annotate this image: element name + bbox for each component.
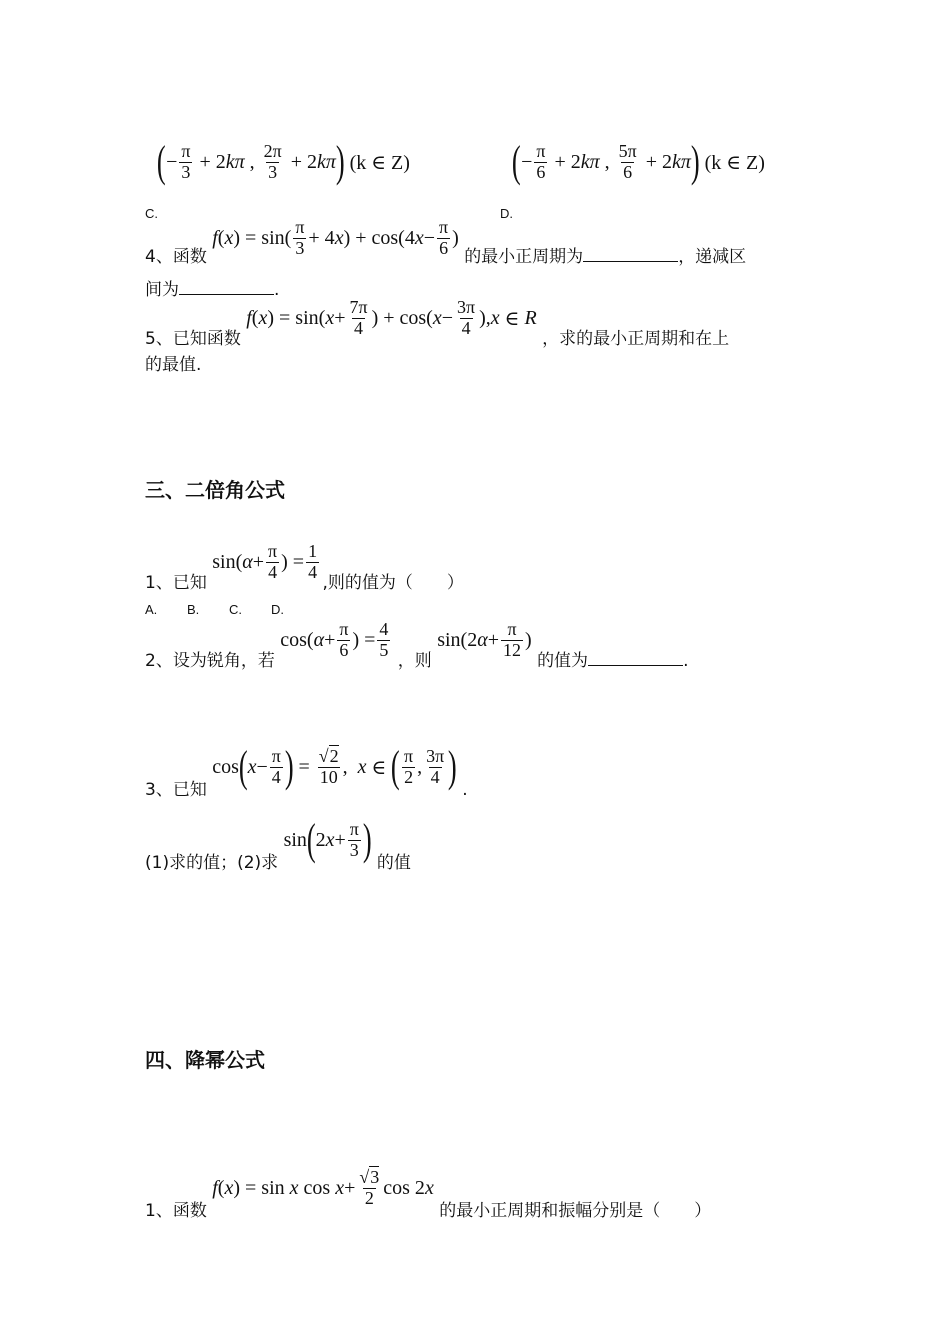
option-d-suffix: (k ∈ Z) [704, 151, 765, 174]
q5-prefix: 5、已知函数 [145, 328, 241, 349]
option-c-label: C. [145, 206, 158, 221]
q5-formula: f ( x ) = sin( x + $\frac{7\pi}{4}$ ) + cos( x − $\frac{3\pi}{4}$ ), x ∈ R [246, 297, 537, 338]
option-c-formula: ( − $\frac{\pi}{3}$ + 2 kπ , $\frac{2\pi}{3}$ + 2 kπ ) (k ∈ Z) [157, 137, 410, 186]
s3q1-option-b[interactable]: B. [187, 602, 200, 617]
s4-question-1 [145, 1167, 712, 1221]
s4q1-after: 的最小正周期和振幅分别是（ ） [439, 1200, 712, 1221]
s3-question-3-parts [145, 815, 411, 873]
s3q3b-after: 的值 [376, 852, 411, 873]
q4-end: . [274, 280, 280, 300]
s3-question-1 [145, 541, 464, 593]
question-5-line2 [145, 350, 201, 375]
s3q1-option-a[interactable]: A. [145, 602, 158, 617]
option-d-label: D. [500, 206, 513, 221]
s3q2-prefix: 2、设为锐角，若 [145, 650, 275, 671]
q5-after: ，求的最小正周期和在上 [542, 328, 730, 349]
s3q1-option-d[interactable]: D. [271, 602, 284, 617]
question-5 [145, 297, 730, 349]
s3q1-after: ,则的值为（ ） [322, 572, 464, 593]
q4-mid: 的最小正周期为 [464, 246, 584, 267]
s3-question-2 [145, 619, 689, 671]
s4q1-formula: f ( x ) = sin x cos x + $\frac{√3}{2}$ cos 2 x [212, 1167, 434, 1208]
s3-question-3 [145, 742, 468, 800]
q4-formula: f ( x ) = sin( $\frac{\pi}{3}$ + 4 x ) + cos(4 x − $\frac{\pi}{6}$ ) [212, 217, 459, 258]
s3q3b-prefix: (1)求的值；(2)求 [145, 852, 279, 873]
option-c [145, 137, 416, 221]
q4-blank-interval[interactable] [179, 280, 274, 295]
s3q2-blank[interactable] [588, 651, 683, 666]
s3q1-options [145, 602, 313, 617]
s3q3-formula: cos ( x − $\frac{\pi}{4}$ ) = $\frac{√2}{10}$ , x ∈ ( $\frac{\pi}{2}$ , $\frac{3\pi}{4}$ ) [212, 742, 457, 791]
q5-line2: 的最值. [145, 355, 202, 375]
section-4-heading: 四、降幂公式 [145, 1048, 265, 1072]
s3q1-prefix: 1、已知 [145, 572, 207, 593]
q4-blank-period[interactable] [583, 247, 678, 262]
s3q3-prefix: 3、已知 [145, 779, 207, 800]
section-3-heading: 三、二倍角公式 [145, 478, 285, 502]
s3q1-option-c[interactable]: C. [229, 602, 242, 617]
s3q1-formula: sin( α + $\frac{\pi}{4}$ ) = $\frac{1}{4}$ [212, 541, 318, 582]
s3q2-mid: ，则 [397, 650, 432, 671]
question-4-line2 [145, 275, 279, 300]
s3q2-end: . [683, 650, 689, 671]
s4q1-prefix: 1、函数 [145, 1200, 207, 1221]
question-4 [145, 217, 747, 267]
s3q2-formula-2: sin(2 α + $\frac{\pi}{12}$ ) [437, 619, 532, 660]
s3q2-after: 的值为 [537, 650, 589, 671]
option-c-suffix: (k ∈ Z) [349, 151, 410, 174]
s3q3-end: . [462, 779, 468, 800]
option-d-formula: ( − $\frac{\pi}{6}$ + 2 kπ , $\frac{5\pi}{6}$ + 2 kπ ) (k ∈ Z) [512, 137, 765, 186]
q4-line2: 间为 [145, 280, 179, 300]
s3q2-formula-1: cos( α + $\frac{\pi}{6}$ ) = $\frac{4}{5}$ [280, 619, 389, 660]
s3q3b-formula: sin ( 2 x + $\frac{\pi}{3}$ ) [283, 815, 372, 864]
q4-after: ，递减区 [678, 246, 747, 267]
option-d [500, 137, 771, 221]
q4-prefix: 4、函数 [145, 246, 207, 267]
